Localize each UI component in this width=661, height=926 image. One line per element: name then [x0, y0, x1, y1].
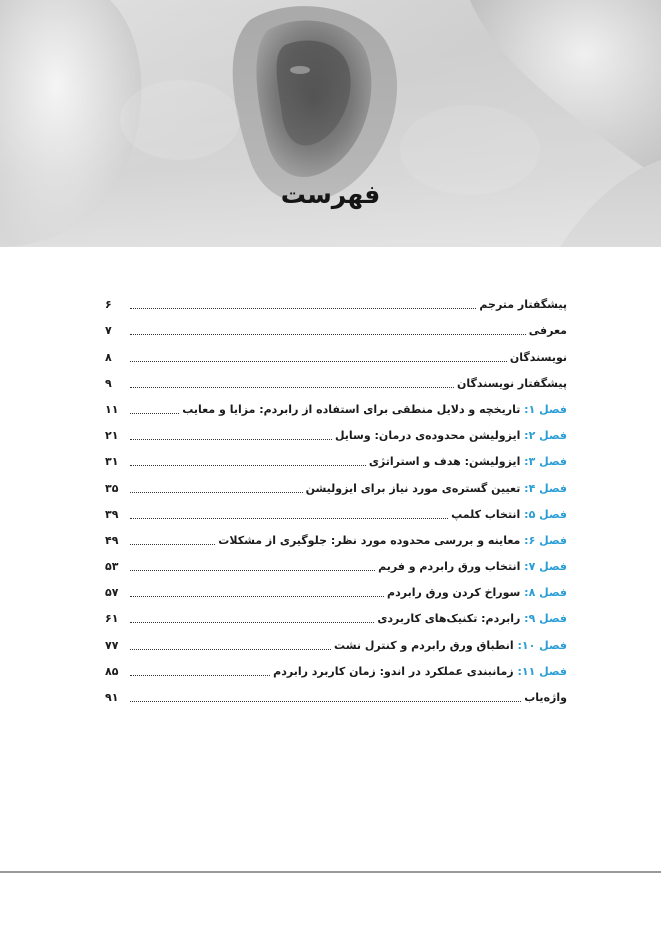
toc-page-number: ۵۳	[105, 560, 119, 574]
toc-entry-text	[369, 454, 567, 470]
toc-page-number: ۳۵	[105, 481, 119, 495]
toc-entry[interactable]	[105, 366, 567, 392]
dot-leader	[130, 518, 448, 519]
chapter-label: فصل ۸:	[520, 586, 567, 600]
toc-entry[interactable]	[105, 497, 567, 523]
toc-page-number: ۴۹	[105, 533, 119, 547]
toc-entry[interactable]	[105, 523, 567, 549]
toc-entry-text	[451, 507, 567, 523]
dot-leader	[130, 465, 366, 466]
toc-entry-title: انتخاب ورق رابردم و فریم	[378, 560, 521, 574]
chapter-label: فصل ۱:	[520, 402, 567, 416]
chapter-label: فصل ۲:	[520, 429, 567, 443]
dot-leader	[130, 361, 507, 362]
toc-entry-text	[387, 585, 567, 601]
toc-page-number: ۸۵	[105, 664, 119, 678]
toc-page-number: ۲۱	[105, 429, 119, 443]
toc-page-number: ۶۱	[105, 612, 119, 626]
toc-entry-title: پیشگفتار نویسندگان	[456, 376, 567, 390]
toc-entry-text	[457, 376, 567, 392]
toc-entry-text	[273, 664, 567, 680]
toc-entry-title: معرفی	[528, 324, 567, 338]
toc-entry-title: واژه‌یاب	[524, 691, 567, 704]
toc-entry[interactable]	[105, 287, 567, 313]
chapter-label: فصل ۵:	[520, 507, 567, 521]
chapter-label: فصل ۳:	[520, 455, 567, 469]
toc-entry-title: انطباق ورق رابردم و کنترل نشت	[334, 638, 514, 652]
toc-entry[interactable]	[105, 680, 567, 706]
toc-page-number: ۵۷	[105, 586, 119, 600]
toc-page-number: ۷۷	[105, 638, 119, 652]
toc-entry-title: تعیین گستره‌ی مورد نیاز برای ایزولیشن	[305, 481, 521, 495]
toc-entry[interactable]	[105, 575, 567, 601]
dental-cavity-photo	[0, 0, 661, 247]
dot-leader	[130, 649, 331, 650]
chapter-label: فصل ۷:	[520, 560, 567, 574]
dot-leader	[130, 570, 375, 571]
chapter-label: فصل ۱۱:	[513, 664, 567, 678]
toc-page-number: ۱۱	[105, 402, 119, 416]
chapter-label: فصل ۱۰:	[513, 638, 567, 652]
dot-leader	[130, 701, 521, 702]
toc-page-number: ۳۹	[105, 507, 119, 521]
toc-entry-text	[378, 559, 567, 575]
toc-page-number: ۳۱	[105, 455, 119, 469]
chapter-label: فصل ۹:	[520, 612, 567, 626]
toc-entry[interactable]	[105, 339, 567, 365]
toc-entry-title: معاینه و بررسی محدوده مورد نظر: جلوگیری از مشکلات	[218, 533, 521, 547]
toc-entry-title: ایزولیشن: هدف و استراتژی	[368, 455, 521, 469]
page-title: فهرست	[280, 180, 381, 209]
dot-leader	[130, 413, 179, 414]
toc-entry-title: پیشگفتار مترجم	[479, 298, 567, 312]
dot-leader	[130, 675, 270, 676]
toc-entry-text	[529, 323, 567, 339]
toc-entry-title: سوراخ کردن ورق رابردم	[387, 586, 521, 600]
toc-entry[interactable]	[105, 444, 567, 470]
toc-entry-text	[377, 611, 567, 627]
toc-entry-title: رابردم: تکنیک‌های کاربردی	[377, 612, 521, 626]
footer-rule	[0, 871, 661, 873]
dot-leader	[130, 622, 374, 623]
toc-page-number: ۶	[105, 298, 112, 312]
chapter-label: فصل ۶:	[520, 533, 567, 547]
toc-page-number: ۷	[105, 324, 112, 338]
dot-leader	[130, 544, 215, 545]
toc-entry[interactable]	[105, 627, 567, 653]
dot-leader	[130, 308, 476, 309]
toc-entry-title: زمانبندی عملکرد در اندو: زمان کاربرد رابردم	[273, 664, 514, 678]
toc-entry-text	[182, 402, 567, 418]
dot-leader	[130, 334, 526, 335]
dot-leader	[130, 387, 454, 388]
toc-entry-text	[306, 481, 567, 497]
toc-entry-text	[510, 350, 567, 366]
toc-entry[interactable]	[105, 549, 567, 575]
toc-entry-title: تاریخچه و دلایل منطقی برای استفاده از رابردم: مزایا و معایب	[182, 402, 521, 416]
toc-entry[interactable]	[105, 601, 567, 627]
toc-page-number: ۹	[105, 376, 112, 390]
toc-entry-text	[479, 297, 567, 313]
toc-entry-title: نویسندگان	[509, 350, 567, 364]
header-photo	[0, 0, 661, 247]
toc-entry-text	[524, 690, 567, 706]
toc-entry-title: انتخاب کلمپ	[451, 507, 521, 521]
toc-entry-text	[335, 428, 567, 444]
toc-page-number: ۹۱	[105, 691, 119, 704]
chapter-label: فصل ۴:	[520, 481, 567, 495]
toc-page-number: ۸	[105, 350, 112, 364]
dot-leader	[130, 439, 332, 440]
toc-entry-text	[334, 638, 567, 654]
toc-entry[interactable]	[105, 392, 567, 418]
toc-entry-title: ایزولیشن محدوده‌ی درمان: وسایل	[334, 429, 521, 443]
table-of-contents	[105, 287, 567, 706]
toc-entry[interactable]	[105, 418, 567, 444]
dot-leader	[130, 596, 384, 597]
toc-entry-text	[218, 533, 567, 549]
toc-entry[interactable]	[105, 313, 567, 339]
toc-entry[interactable]	[105, 470, 567, 496]
toc-entry[interactable]	[105, 654, 567, 680]
dot-leader	[130, 492, 303, 493]
